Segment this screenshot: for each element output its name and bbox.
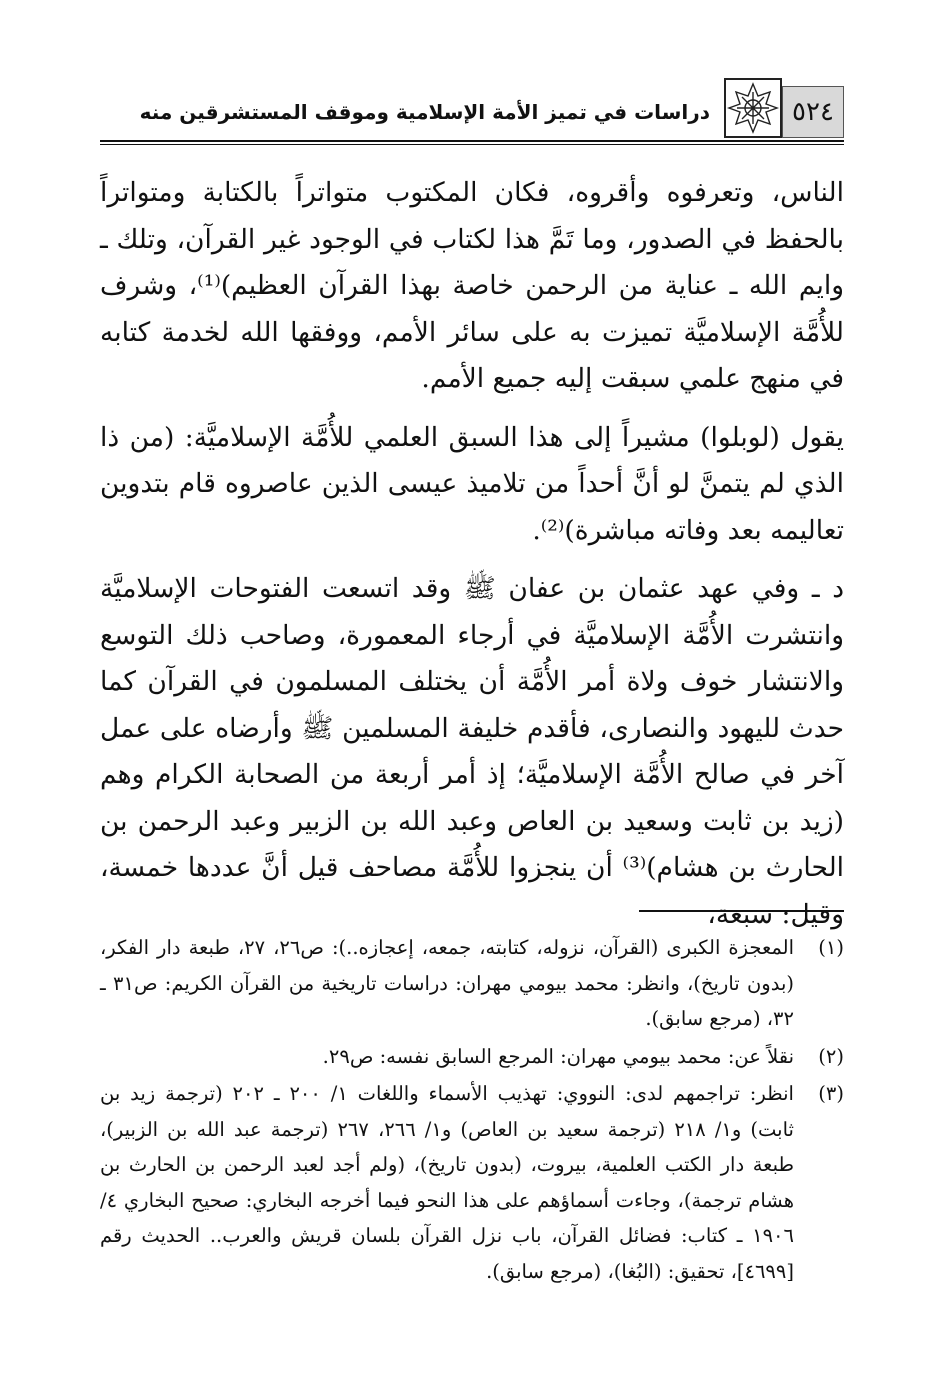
paragraph: يقول (لوبلوا) مشيراً إلى هذا السبق العلمي للأُمَّة الإسلاميَّة: (من ذا الذي لم يتمنَّ لو أنَّ أحداً من تلاميذ عيسى الذين عاصروه قام بتدوين تعاليمه بعد وفاته مباشرة)⁽²⁾.: [100, 421, 844, 546]
footnote: [100, 1039, 844, 1075]
footnote: [100, 930, 844, 1037]
footnote-text: نقلاً عن: محمد بيومي مهران: المرجع السابق نفسه: ص٢٩.: [322, 1044, 794, 1068]
footnote-number: (٣): [818, 1082, 844, 1105]
footnotes: [100, 930, 844, 1291]
footnote-divider: [639, 910, 844, 912]
main-text: [100, 170, 844, 938]
footnote-text: انظر: تراجمهم لدى: النووي: تهذيب الأسماء واللغات ١/ ٢٠٠ ـ ٢٠٢ (ترجمة زيد بن ثابت) و١/ ٢١٨ (ترجمة سعيد بن العاص) و١/ ٢٦٦، ٢٦٧ (ترجمة عبد الله بن الزبير)، طبعة دار الكتب العلمية، بيروت، (بدون تاريخ)، (ولم أجد لعبد الرحمن بن الحارث بن هشام ترجمة)، وجاءت أسماؤهم على هذا النحو فيما أخرجه البخاري: صحيح البخاري ٤/ ١٩٠٦ ـ كتاب: فضائل القرآن، باب نزل القرآن بلسان قريش والعرب.. الحديث رقم [٤٦٩٩]، تحقيق: (البُغا)، (مرجع سابق).: [100, 1082, 794, 1283]
running-title: دراسات في تميز الأمة الإسلامية وموقف المستشرقين منه: [139, 100, 710, 124]
page-header: [100, 70, 844, 142]
paragraph: الناس، وتعرفوه وأقروه، فكان المكتوب متواتراً بالكتابة ومتواتراً بالحفظ في الصدور، وما تَمَّ هذا لكتاب في الوجود غير القرآن، وتلك ـ وايم الله ـ عناية من الرحمن خاصة بهذا القرآن العظيم)⁽¹⁾، وشرف للأُمَّة الإسلاميَّة تميزت به على سائر الأمم، ووفقها الله لخدمة كتابه في منهج علمي سبقت إليه جميع الأمم.: [100, 177, 844, 394]
ornament-icon: [724, 78, 782, 138]
page-number: ٥٢٤: [782, 86, 844, 138]
footnote-text: المعجزة الكبرى (القرآن، نزوله، كتابته، جمعه، إعجازه..): ص٢٦، ٢٧، طبعة دار الفكر، (بدون تاريخ)، وانظر: محمد بيومي مهران: دراسات تاريخية من القرآن الكريم: ص٣١ ـ ٣٢، (مرجع سابق).: [100, 936, 795, 1030]
footnote-number: (٢): [818, 1044, 844, 1068]
header-divider: [100, 140, 844, 142]
header-divider-thin: [100, 144, 844, 145]
paragraph: د ـ وفي عهد عثمان بن عفان ﷺ وقد اتسعت الفتوحات الإسلاميَّة وانتشرت الأُمَّة الإسلاميَّة في أرجاء المعمورة، وصاحب ذلك التوسع والانتشار خوف ولاة أمر الأُمَّة أن يختلف المسلمون في القرآن كما حدث لليهود والنصارى، فأقدم خليفة المسلمين ﷺ وأرضاه على عمل آخر في صالح الأُمَّة الإسلاميَّة؛ إذ أمر أربعة من الصحابة الكرام وهم (زيد بن ثابت وسعيد بن العاص وعبد الله بن الزبير وعبد الرحمن بن الحارث بن هشام)⁽³⁾ أن ينجزوا للأُمَّة مصاحف قيل أنَّ عددها خمسة، وقيل: سبعة،: [100, 573, 845, 930]
footnote-number: (١): [818, 936, 844, 959]
footnote: [100, 1076, 844, 1289]
